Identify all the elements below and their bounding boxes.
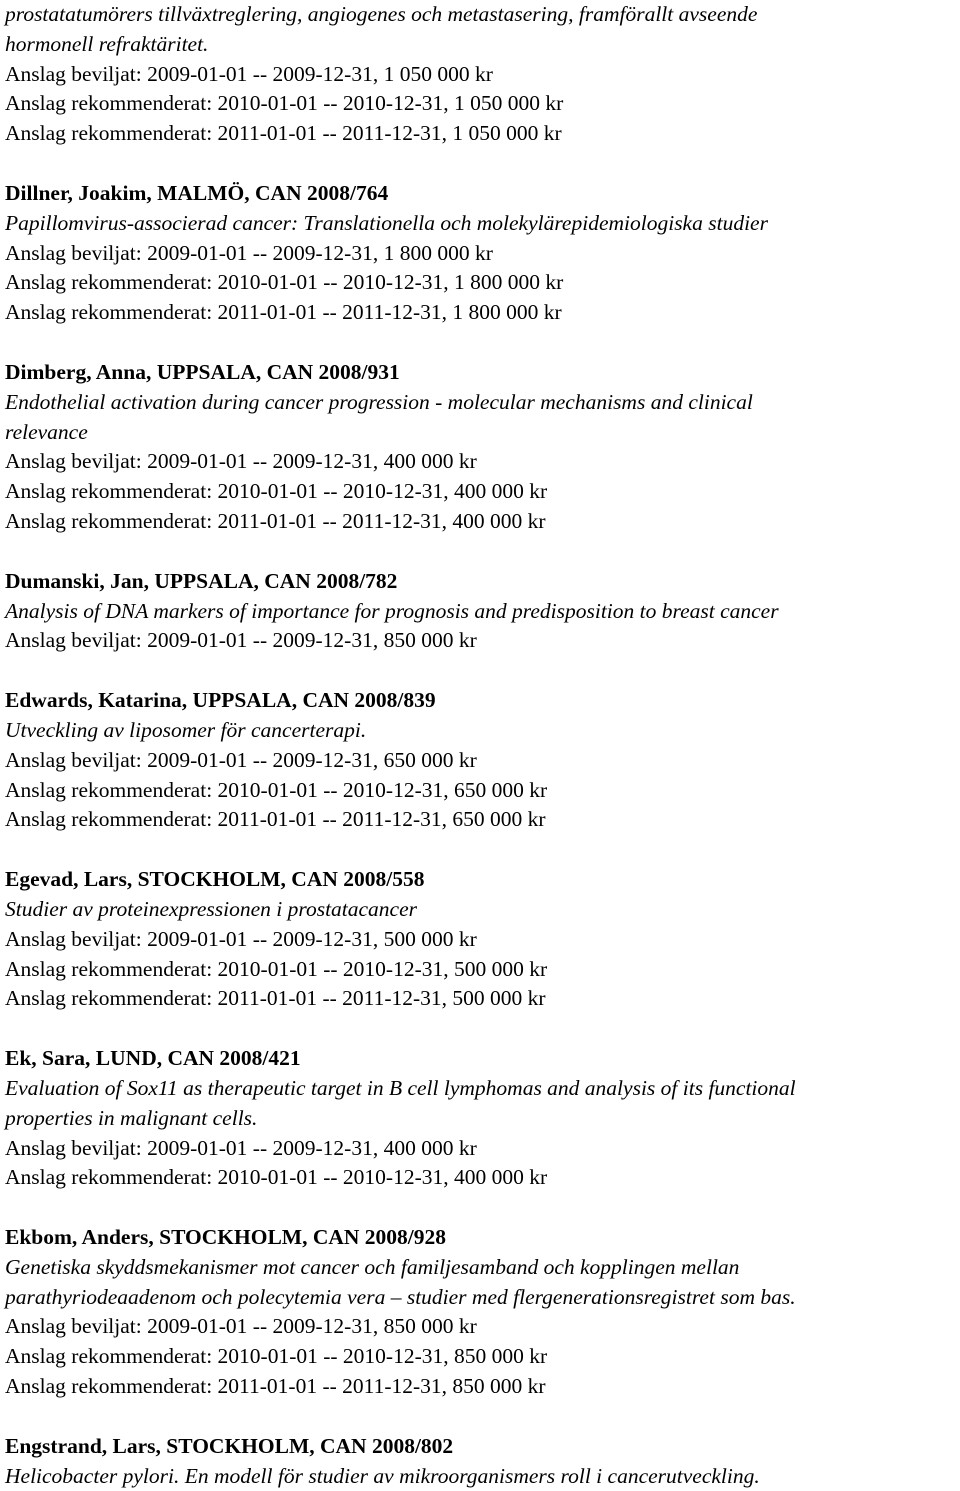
grant-line: Anslag beviljat: 2009-01-01 -- 2009-12-31, 400 000 kr <box>5 1135 477 1160</box>
entry-title-line: hormonell refraktäritet. <box>5 31 209 56</box>
entry-continued <box>5 0 960 149</box>
entry-dimberg <box>5 358 960 537</box>
grant-line: Anslag rekommenderat: 2011-01-01 -- 2011-12-31, 500 000 kr <box>5 986 546 1011</box>
entry-title-line: prostatatumörers tillväxtreglering, angiogenes och metastasering, framförallt avseende <box>5 2 758 26</box>
entry-title-line: Endothelial activation during cancer progression - molecular mechanisms and clinical <box>5 389 753 414</box>
entry-title-line: Helicobacter pylori. En modell för studier av mikroorganismers roll i cancerutveckling. <box>5 1463 760 1488</box>
entry-title-line: Analysis of DNA markers of importance for prognosis and predisposition to breast cancer <box>5 598 779 623</box>
grant-line: Anslag rekommenderat: 2010-01-01 -- 2010-12-31, 500 000 kr <box>5 956 548 981</box>
entry-spacer <box>5 537 960 567</box>
grant-line: Anslag rekommenderat: 2011-01-01 -- 2011-12-31, 400 000 kr <box>5 508 546 533</box>
grant-line: Anslag beviljat: 2009-01-01 -- 2009-12-31, 1 050 000 kr <box>5 61 493 86</box>
entry-title-line: Utveckling av liposomer för cancerterapi. <box>5 717 367 742</box>
entry-spacer <box>5 1402 960 1432</box>
grant-line: Anslag rekommenderat: 2010-01-01 -- 2010-12-31, 1 050 000 kr <box>5 91 564 116</box>
entry-ek <box>5 1044 960 1193</box>
entry-spacer <box>5 656 960 686</box>
grant-line: Anslag rekommenderat: 2010-01-01 -- 2010-12-31, 650 000 kr <box>5 777 548 802</box>
grant-line: Anslag beviljat: 2009-01-01 -- 2009-12-31, 400 000 kr <box>5 449 477 474</box>
entry-heading: Egevad, Lars, STOCKHOLM, CAN 2008/558 <box>5 867 425 892</box>
entry-heading: Ekbom, Anders, STOCKHOLM, CAN 2008/928 <box>5 1225 447 1250</box>
grant-line: Anslag rekommenderat: 2010-01-01 -- 2010-12-31, 400 000 kr <box>5 479 548 504</box>
entry-dillner <box>5 179 960 328</box>
grant-line: Anslag beviljat: 2009-01-01 -- 2009-12-31, 850 000 kr <box>5 628 477 653</box>
grant-document <box>5 0 960 1491</box>
grant-line: Anslag rekommenderat: 2010-01-01 -- 2010-12-31, 1 800 000 kr <box>5 270 564 295</box>
entry-spacer <box>5 328 960 358</box>
grant-line: Anslag rekommenderat: 2010-01-01 -- 2010-12-31, 850 000 kr <box>5 1344 548 1369</box>
entry-heading: Engstrand, Lars, STOCKHOLM, CAN 2008/802 <box>5 1433 454 1458</box>
entry-title-line: Papillomvirus-associerad cancer: Translationella och molekylärepidemiologiska studier <box>5 210 768 235</box>
entry-engstrand <box>5 1432 960 1491</box>
grant-line: Anslag beviljat: 2009-01-01 -- 2009-12-31, 500 000 kr <box>5 926 477 951</box>
entry-heading: Dimberg, Anna, UPPSALA, CAN 2008/931 <box>5 359 400 384</box>
grant-line: Anslag rekommenderat: 2011-01-01 -- 2011-12-31, 850 000 kr <box>5 1374 546 1399</box>
grant-line: Anslag rekommenderat: 2010-01-01 -- 2010-12-31, 400 000 kr <box>5 1165 548 1190</box>
grant-line: Anslag rekommenderat: 2011-01-01 -- 2011-12-31, 650 000 kr <box>5 807 546 832</box>
entry-dumanski <box>5 567 960 656</box>
entry-heading: Edwards, Katarina, UPPSALA, CAN 2008/839 <box>5 688 436 713</box>
entry-edwards <box>5 686 960 835</box>
entry-spacer <box>5 149 960 179</box>
grant-line: Anslag beviljat: 2009-01-01 -- 2009-12-31, 850 000 kr <box>5 1314 477 1339</box>
grant-line: Anslag rekommenderat: 2011-01-01 -- 2011-12-31, 1 800 000 kr <box>5 300 562 325</box>
entry-title-line: relevance <box>5 419 88 444</box>
entry-title-line: Studier av proteinexpressionen i prostatacancer <box>5 896 418 921</box>
entry-heading: Dillner, Joakim, MALMÖ, CAN 2008/764 <box>5 180 389 205</box>
entry-egevad <box>5 865 960 1014</box>
entry-title-line: parathyriodeaadenom och polecytemia vera – studier med flergenerationsregistret som bas. <box>5 1284 796 1309</box>
entry-title-line: Evaluation of Sox11 as therapeutic target in B cell lymphomas and analysis of its functional <box>5 1075 796 1100</box>
grant-line: Anslag beviljat: 2009-01-01 -- 2009-12-31, 1 800 000 kr <box>5 240 493 265</box>
entry-title-line: properties in malignant cells. <box>5 1105 258 1130</box>
grant-line: Anslag beviljat: 2009-01-01 -- 2009-12-31, 650 000 kr <box>5 747 477 772</box>
entry-heading: Dumanski, Jan, UPPSALA, CAN 2008/782 <box>5 568 398 593</box>
entry-heading: Ek, Sara, LUND, CAN 2008/421 <box>5 1046 301 1071</box>
entry-spacer <box>5 1193 960 1223</box>
grant-line: Anslag rekommenderat: 2011-01-01 -- 2011-12-31, 1 050 000 kr <box>5 121 562 146</box>
entry-spacer <box>5 835 960 865</box>
entry-spacer <box>5 1014 960 1044</box>
entry-title-line: Genetiska skyddsmekanismer mot cancer och familjesamband och kopplingen mellan <box>5 1254 740 1279</box>
entry-ekbom <box>5 1223 960 1402</box>
